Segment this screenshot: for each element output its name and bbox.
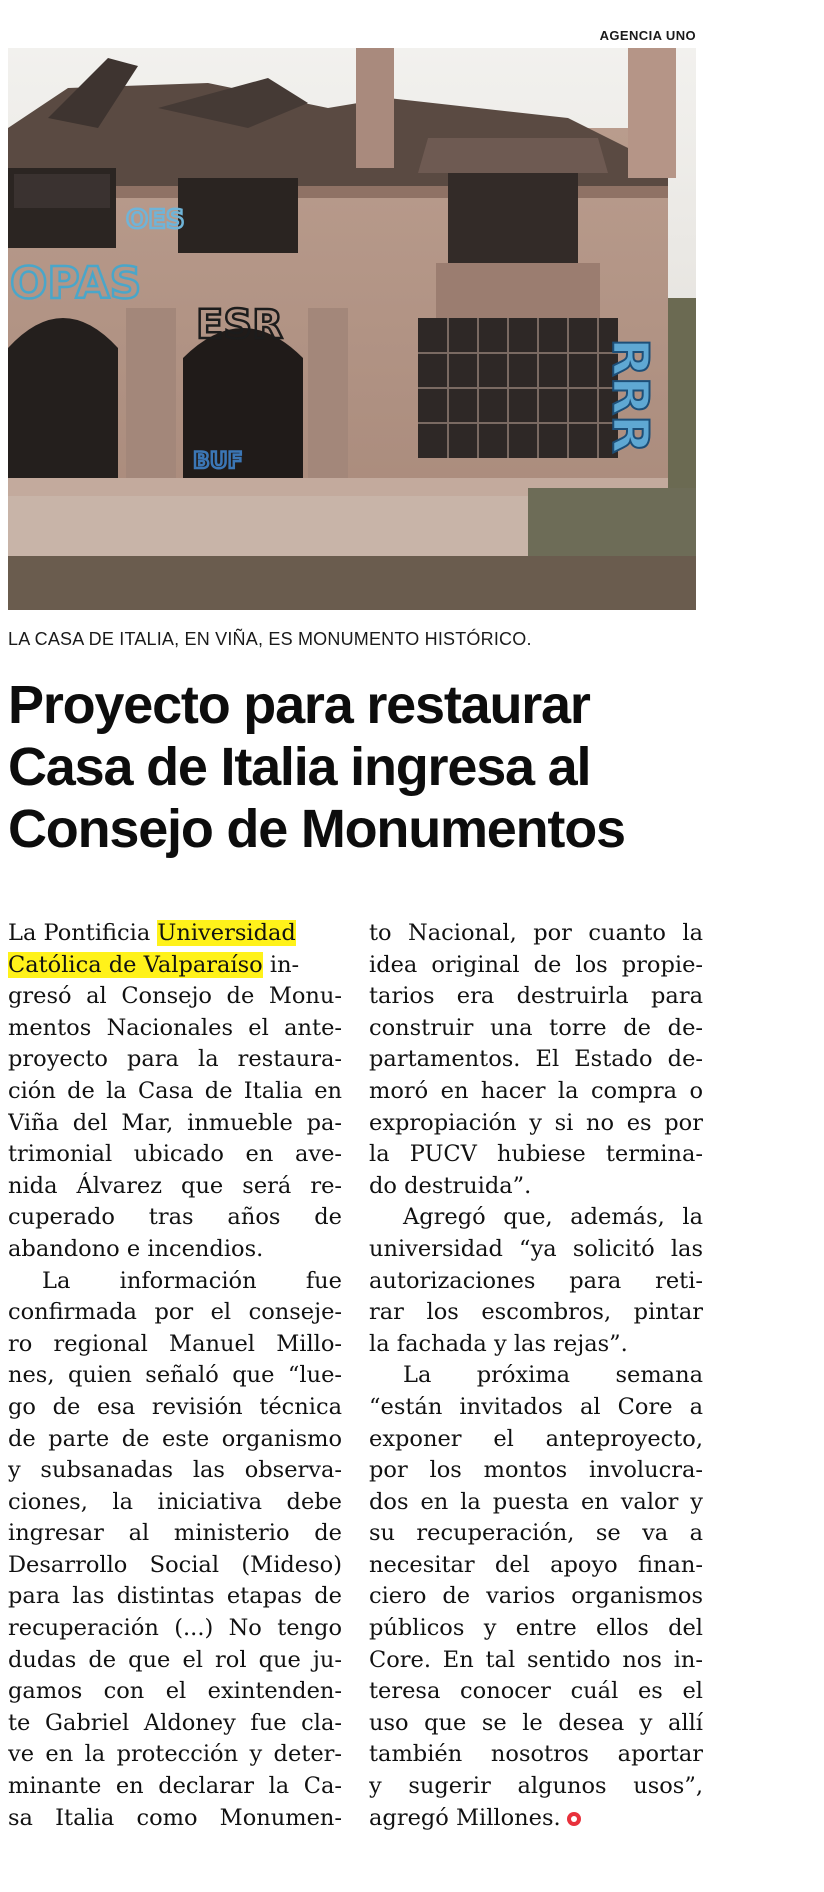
text-line [8,950,342,982]
text-line: públicos y entre ellos del [369,1615,703,1642]
text-line: autorizaciones para reti- [369,1267,703,1294]
building-photo [8,48,696,610]
text-line: Desarrollo Social (Mideso) [8,1551,342,1578]
text-line: cuperado tras años de [8,1204,342,1231]
text-line: dos en la puesta en valor y [369,1488,703,1515]
text-line: proyecto para la restaura- [8,1046,342,1073]
text-line: de parte de este organismo [8,1425,342,1452]
text-line: Agregó que, además, la [403,1204,703,1231]
text-line: ro regional Manuel Millo- [8,1330,342,1357]
text-line: go de esa revisión técnica [8,1393,342,1420]
graffiti-oes: OES [126,205,185,235]
headline-line: Casa de Italia ingresa al [8,737,591,797]
text-line: construir una torre de de- [369,1014,703,1041]
text-line: confirmada por el conseje- [8,1299,342,1326]
text-line: rar los escombros, pintar [369,1299,703,1326]
text-line: nes, quien señaló que “lue- [8,1362,342,1389]
highlighted-text: Católica de Valparaíso [8,951,263,978]
headline-line: Proyecto para restaurar [8,675,590,735]
text-line: la PUCV hubiese termina- [369,1141,703,1168]
photo-credit: AGENCIA UNO [599,28,696,43]
highlighted-text: Universidad [157,920,296,946]
text-line [369,1803,703,1835]
graffiti-buf: BUF [193,449,243,474]
text-line: abandono e incendios. [8,1235,264,1262]
text-line: ingresar al ministerio de [8,1520,342,1547]
text-line: Viña del Mar, inmueble pa- [8,1109,342,1136]
text-line: ciones, la iniciativa debe [8,1488,342,1515]
text-line: exponer el anteproyecto, [369,1425,703,1452]
text-line [8,918,342,950]
text-line: te Gabriel Aldoney fue cla- [8,1709,342,1736]
text-line: ve en la protección y deter- [8,1741,342,1768]
graffiti-rrr: RRR [601,338,659,454]
text-line: su recuperación, se va a [369,1520,703,1547]
text-line: la fachada y las rejas”. [369,1330,628,1357]
text-line: gresó al Consejo de Monu- [8,983,342,1010]
headline [8,674,708,860]
text-line: partamentos. El Estado de- [369,1046,703,1073]
article-end-icon [567,1812,581,1826]
text-fragment: La Pontificia [8,920,151,946]
text-line: gamos con el exintenden- [8,1678,342,1705]
text-line: tarios era destruirla para [369,983,703,1010]
text-line: moró en hacer la compra o [369,1077,703,1104]
text-line: nida Álvarez que será re- [8,1172,342,1199]
text-line: y subsanadas las observa- [8,1457,342,1484]
text-line: to Nacional, por cuanto la [369,920,703,946]
text-line: minante en declarar la Ca- [8,1773,342,1800]
text-fragment: agregó Millones. [369,1804,561,1831]
text-line: sa Italia como Monumen- [8,1804,342,1831]
text-line: por los montos involucra- [369,1457,703,1484]
text-line: teresa conocer cuál es el [369,1678,703,1705]
text-line: y sugerir algunos usos”, [369,1773,703,1800]
text-line: La información fue [42,1267,342,1294]
text-line: expropiación y si no es por [369,1109,703,1136]
text-line: dudas de que el rol que ju- [8,1646,342,1673]
text-line: para las distintas etapas de [8,1583,342,1610]
text-line: mentos Nacionales el ante- [8,1014,342,1041]
photo-caption: LA CASA DE ITALIA, EN VIÑA, ES MONUMENTO HISTÓRICO. [8,629,532,649]
text-line: universidad “ya solicitó las [369,1235,703,1262]
text-line: idea original de los propie- [369,951,703,978]
text-fragment: in- [262,951,300,978]
headline-line: Consejo de Monumentos [8,799,625,859]
text-line: ciero de varios organismos [369,1583,703,1610]
text-line: do destruida”. [369,1172,532,1199]
text-line: uso que se le desea y allí [369,1709,703,1736]
text-line: también nosotros aportar [369,1741,703,1768]
body-column-right [369,918,703,1834]
text-line: necesitar del apoyo finan- [369,1551,703,1578]
text-line: Core. En tal sentido nos in- [369,1646,703,1673]
graffiti-opas: OPAS [10,258,142,309]
graffiti-esr: ESR [196,302,283,348]
text-line: La próxima semana [403,1362,703,1389]
text-line: recuperación (...) No tengo [8,1615,342,1642]
text-line: “están invitados al Core a [369,1393,703,1420]
body-column-left [8,918,342,1834]
text-line: trimonial ubicado en ave- [8,1141,342,1168]
text-line: ción de la Casa de Italia en [8,1077,342,1104]
